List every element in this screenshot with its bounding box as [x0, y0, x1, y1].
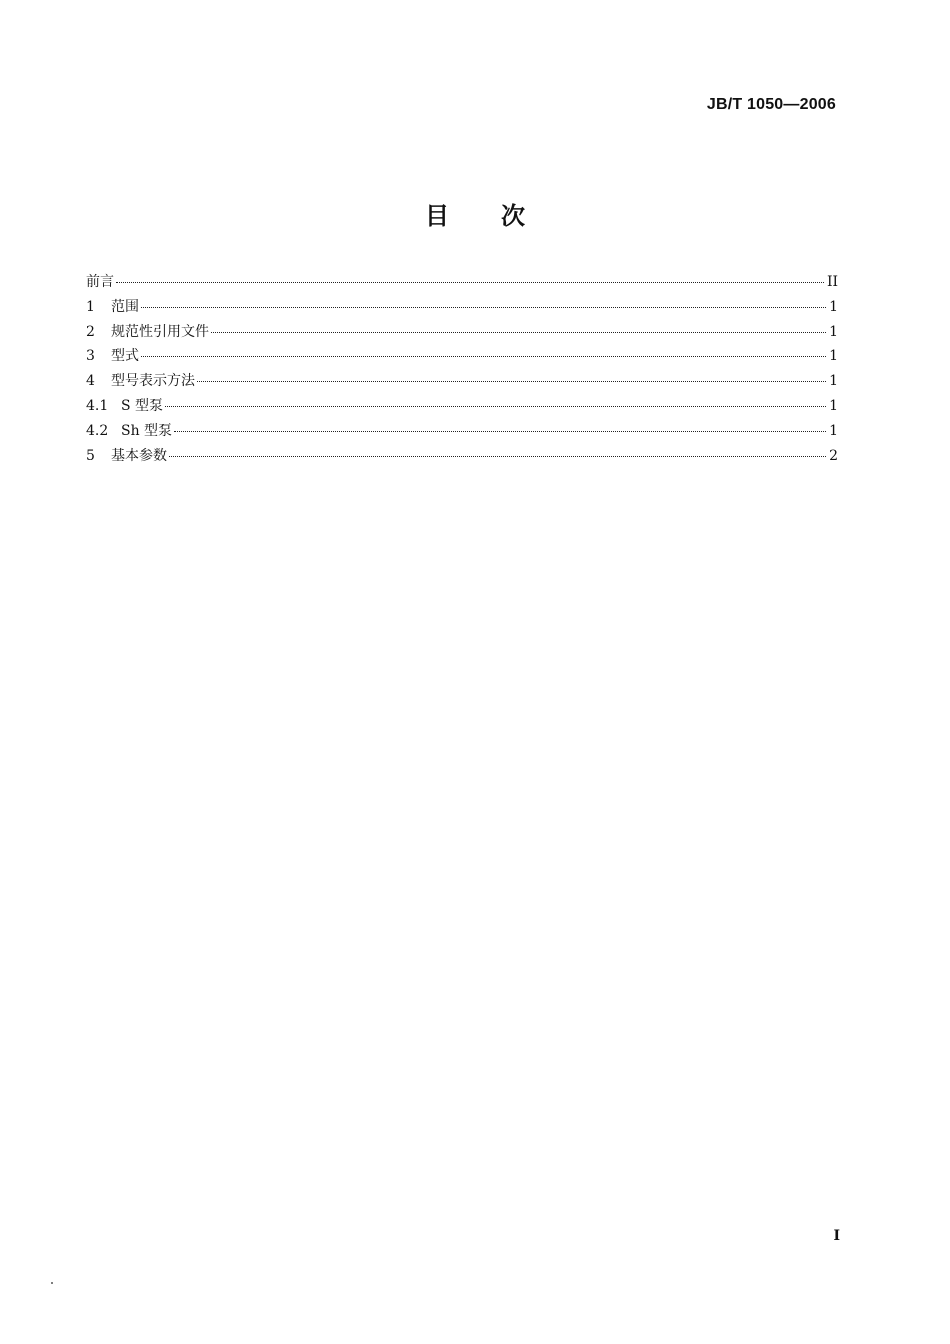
toc-leader-dots: [174, 431, 826, 432]
standard-code: JB/T 1050—2006: [706, 96, 836, 113]
toc-entry-page: II: [826, 274, 838, 290]
toc-entry-scope[interactable]: [86, 295, 838, 320]
title-char-1: 目: [425, 202, 449, 230]
toc-entry-title: 基本参数: [111, 447, 167, 464]
toc-entry-basic-parameters[interactable]: [86, 444, 838, 469]
toc-entry-type[interactable]: [86, 344, 838, 369]
toc-leader-dots: [116, 282, 824, 283]
toc-entry-page: 1: [829, 348, 838, 365]
toc-entry-s-pump[interactable]: [86, 394, 838, 419]
toc-entry-page: 1: [829, 298, 838, 315]
toc-entry-model-designation[interactable]: [86, 369, 838, 394]
toc-entry-sh-pump[interactable]: [86, 419, 838, 444]
toc-entry-preface[interactable]: [86, 270, 838, 295]
toc-entry-page: 2: [829, 447, 838, 464]
scan-speck: [51, 1282, 53, 1284]
toc-entry-title: S 型泵: [121, 397, 164, 414]
toc-leader-dots: [197, 381, 826, 382]
toc-entry-number: 1: [86, 298, 95, 315]
toc-entry-page: 1: [829, 323, 838, 340]
toc-leader-dots: [211, 332, 826, 333]
toc-entry-number: 2: [86, 323, 95, 340]
page-title: [0, 196, 950, 231]
toc-leader-dots: [169, 456, 826, 457]
toc-entry-number: 4.2: [86, 422, 109, 439]
table-of-contents: [86, 270, 838, 468]
toc-entry-page: 1: [829, 422, 838, 439]
title-char-2: 次: [501, 202, 525, 230]
toc-entry-title: Sh 型泵: [121, 422, 173, 439]
toc-leader-dots: [141, 356, 826, 357]
toc-entry-title: 型式: [111, 348, 139, 365]
toc-entry-title: 规范性引用文件: [111, 323, 209, 340]
toc-entry-title: 前言: [86, 274, 114, 290]
toc-leader-dots: [141, 307, 826, 308]
page-number: I: [833, 1228, 840, 1244]
toc-entry-title: 型号表示方法: [111, 373, 195, 390]
toc-entry-number: 4.1: [86, 397, 109, 414]
toc-entry-title: 范围: [111, 298, 139, 315]
toc-entry-normative-references[interactable]: [86, 320, 838, 345]
toc-leader-dots: [165, 406, 826, 407]
toc-entry-number: 4: [86, 373, 95, 390]
toc-entry-page: 1: [829, 397, 838, 414]
toc-entry-page: 1: [829, 373, 838, 390]
toc-entry-number: 3: [86, 348, 95, 365]
toc-entry-number: 5: [86, 447, 95, 464]
